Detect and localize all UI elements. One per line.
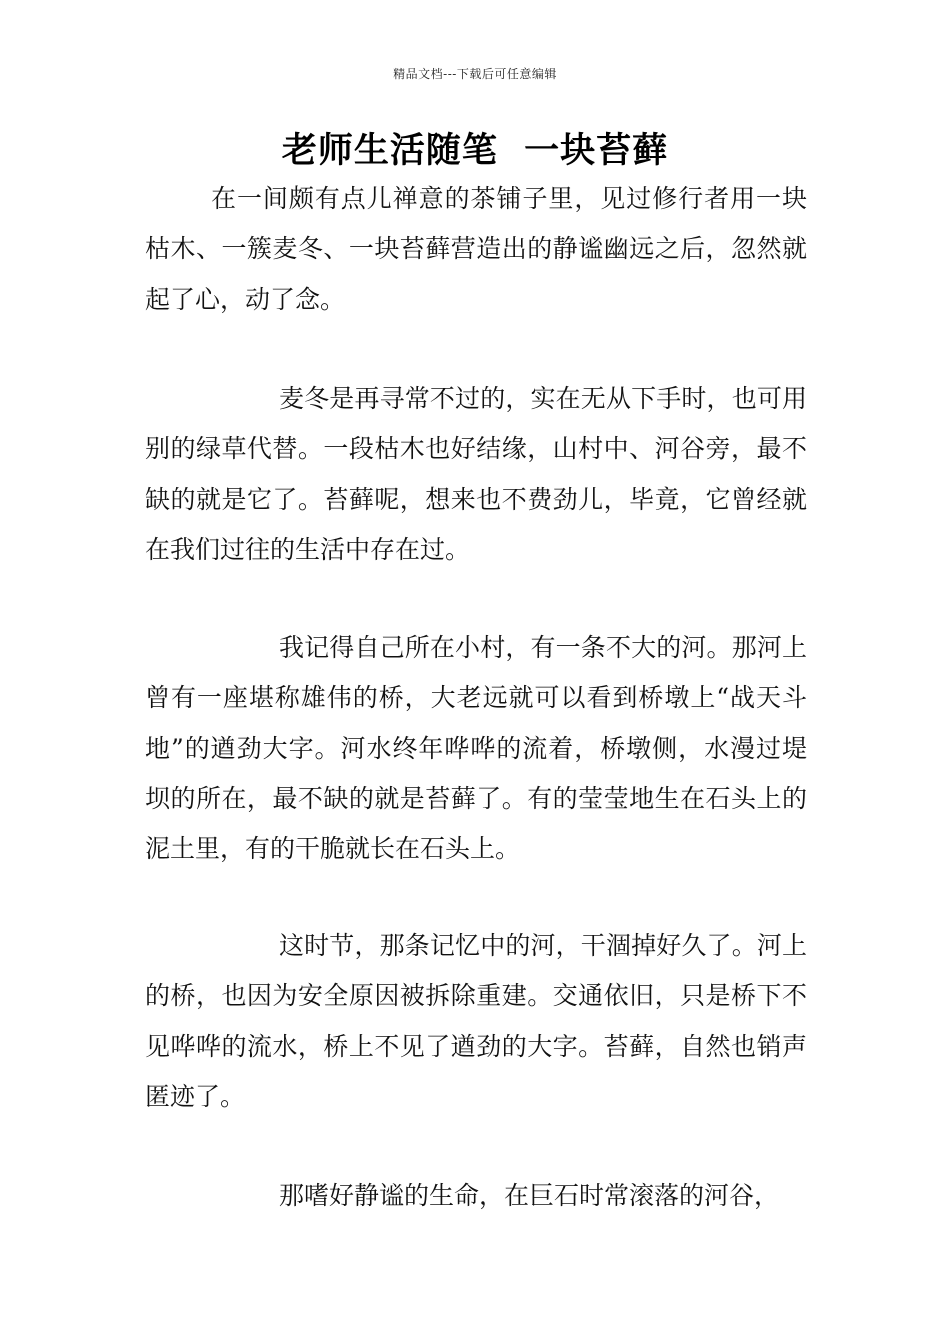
- page-header: 精品文档---下载后可任意编辑: [393, 67, 557, 81]
- paragraph-4: 这时节，那条记忆中的河，干涸掉好久了。河上的桥，也因为安全原因被拆除重建。交通依旧，只是桥下不见哗哗的流水，桥上不见了遒劲的大字。苔藓，自然也销声匿迹了。: [145, 931, 807, 1111]
- paragraph-3: 我记得自己所在小村，有一条不大的河。那河上曾有一座堪称雄伟的桥，大老远就可以看到桥墩上“战天斗地”的遒劲大字。河水终年哗哗的流着，桥墩侧，水漫过堤坝的所在，最不缺的就是苔藓了。有的莹莹地生在石头上的泥土里，有的干脆就长在石头上。: [145, 633, 807, 864]
- document-title: 老师生活随笔 一块苔藓: [281, 131, 669, 171]
- paragraph-2: 麦冬是再寻常不过的，实在无从下手时，也可用别的绿草代替。一段枯木也好结缘，山村中、河谷旁，最不缺的就是它了。苔藓呢，想来也不费劲儿，毕竟，它曾经就在我们过往的生活中存在过。: [145, 384, 807, 564]
- paragraph-1: 在一间颇有点儿禅意的茶铺子里，见过修行者用一块枯木、一簇麦冬、一块苔藓营造出的静谧幽远之后，忽然就起了心，动了念。: [145, 184, 807, 314]
- paragraph-5: 那嗜好静谧的生命，在巨石时常滚落的河谷，: [279, 1181, 780, 1210]
